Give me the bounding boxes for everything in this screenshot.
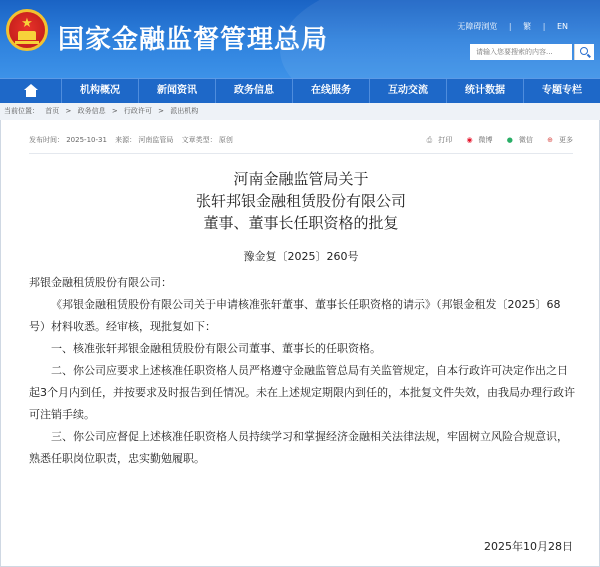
site-title[interactable]: 国家金融监督管理总局 — [58, 25, 329, 55]
document-title-line: 张轩邦银金融租赁股份有限公司 — [195, 192, 406, 210]
document-paragraph: 二、你公司应要求上述核准任职资格人员严格遵守金融监管总局有关监管规定，自本行政许可决定作出之日起3个月内到任，并按要求及时报告到任情况。未在上述规定期限内到任的，本批复文件失效，由我局办理行政许可注销手续。 — [29, 364, 575, 421]
document-paragraph: 《邦银金融租赁股份有限公司关于申请核准张轩董事、董事长任职资格的请示》（邦银金租发〔2025〕68号）材料收悉。经审核，现批复如下： — [29, 298, 561, 333]
document-title — [1, 168, 600, 234]
document-paragraph: 三、你公司应督促上述核准任职资格人员持续学习和掌握经济金融相关法律法规，牢固树立风险合规意识，熟悉任职岗位职责，忠实勤勉履职。 — [29, 430, 568, 465]
divider: | — [542, 22, 546, 31]
more-share-button[interactable]: ⊕ 更多 — [547, 136, 573, 144]
document-body — [29, 272, 575, 470]
nav-item-institution[interactable]: 机构概况 — [62, 79, 139, 103]
nav-item-interaction[interactable]: 互动交流 — [370, 79, 447, 103]
nav-item-online-service[interactable]: 在线服务 — [293, 79, 370, 103]
document-number: 豫金复〔2025〕260号 — [243, 250, 359, 263]
document-title-line: 董事、董事长任职资格的批复 — [203, 214, 399, 232]
nav-item-government-info[interactable]: 政务信息 — [216, 79, 293, 103]
nav-item-statistics[interactable]: 统计数据 — [447, 79, 524, 103]
article-meta — [29, 135, 573, 151]
publish-date: 发布时间： 2025-10-31 — [29, 136, 107, 144]
breadcrumb-item-branch[interactable]: 派出机构 — [170, 107, 199, 115]
weibo-share-button[interactable]: ◉ 微博 — [466, 136, 493, 144]
traditional-chinese-link[interactable]: 繁 — [523, 22, 532, 31]
main-nav — [0, 78, 600, 103]
breadcrumb-item-home[interactable]: 首页 — [45, 107, 60, 115]
accessibility-link[interactable]: 无障碍浏览 — [457, 22, 498, 31]
divider: | — [508, 22, 512, 31]
national-emblem-icon[interactable]: ★ — [6, 9, 48, 51]
breadcrumb-item-government-info[interactable]: 政务信息 — [77, 107, 106, 115]
search-button[interactable] — [574, 44, 594, 60]
top-links — [448, 21, 568, 32]
site-header — [0, 0, 600, 78]
nav-item-news[interactable]: 新闻资讯 — [139, 79, 216, 103]
article-content — [0, 120, 600, 567]
share-actions — [415, 135, 573, 145]
print-button[interactable]: ⎙ 打印 — [426, 136, 453, 144]
document-date: 2025年10月28日 — [484, 540, 573, 553]
more-icon: ⊕ — [547, 136, 553, 144]
wechat-icon: ● — [506, 136, 513, 144]
article-source: 来源： 河南监管局 — [115, 136, 174, 144]
english-link[interactable]: EN — [556, 22, 568, 31]
weibo-icon: ◉ — [466, 136, 473, 144]
wechat-share-button[interactable]: ● 微信 — [506, 136, 533, 144]
document-paragraph: 一、核准张轩邦银金融租赁股份有限公司董事、董事长的任职资格。 — [51, 342, 381, 355]
print-icon: ⎙ — [426, 136, 433, 144]
search-input[interactable] — [470, 44, 572, 60]
document-title-line: 河南金融监管局关于 — [233, 170, 369, 188]
divider — [29, 153, 573, 154]
nav-home[interactable] — [0, 79, 62, 103]
breadcrumb: 当前位置： 首页 > 政务信息 > 行政许可 > 派出机构 — [0, 103, 600, 120]
nav-item-special-topics[interactable]: 专题专栏 — [542, 85, 582, 96]
article-type: 文章类型： 原创 — [181, 136, 233, 144]
document-addressee: 邦银金融租赁股份有限公司： — [29, 276, 172, 289]
breadcrumb-item-administrative-license[interactable]: 行政许可 — [123, 107, 152, 115]
breadcrumb-prefix: 当前位置： — [4, 107, 39, 115]
